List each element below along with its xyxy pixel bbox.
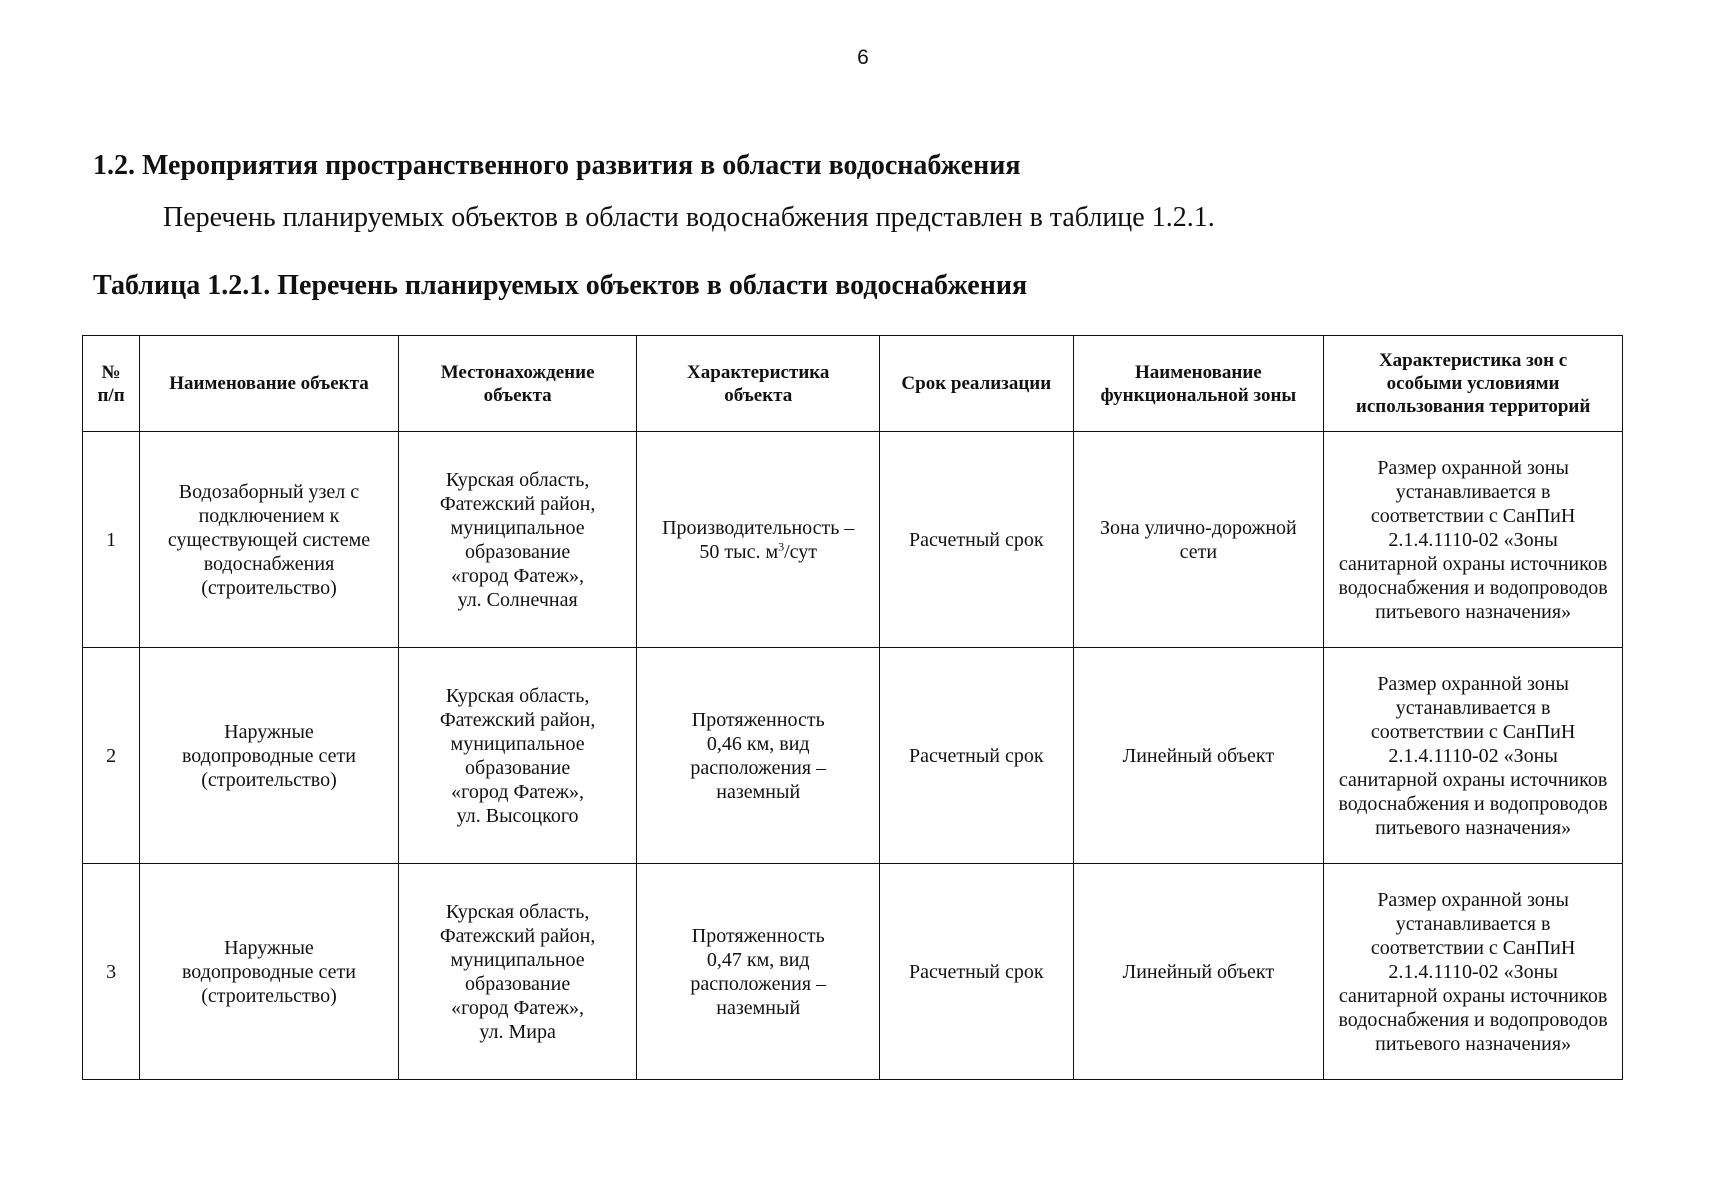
cell-location: Курская область, Фатежский район, муниципальное образование «город Фатеж», ул. Высоцкого (398, 648, 637, 864)
section-heading: 1.2. Мероприятия пространственного развития в области водоснабжения (93, 150, 1021, 181)
cell-characteristic: Протяженность 0,46 км, вид расположения – наземный (637, 648, 880, 864)
cell-functional-zone: Линейный объект (1073, 648, 1324, 864)
header-object-name: Наименование объекта (140, 336, 399, 432)
table-row (83, 432, 1623, 648)
cell-term: Расчетный срок (880, 864, 1074, 1080)
header-number: № п/п (83, 336, 140, 432)
cell-special-zone: Размер охранной зоны устанавливается в соответствии с СанПиН 2.1.4.1110-02 «Зоны санитарной охраны источников водоснабжения и водопроводов питьевого назначения» (1324, 648, 1623, 864)
header-special-zone: Характеристика зон с особыми условиями использования территорий (1324, 336, 1623, 432)
cell-special-zone: Размер охранной зоны устанавливается в соответствии с СанПиН 2.1.4.1110-02 «Зоны санитарной охраны источников водоснабжения и водопроводов питьевого назначения» (1324, 864, 1623, 1080)
header-row (83, 336, 1623, 432)
cell-number: 1 (83, 432, 140, 648)
header-location: Местонахождение объекта (398, 336, 637, 432)
table-header (83, 336, 1623, 432)
page-number: 6 (857, 46, 869, 69)
cell-functional-zone: Линейный объект (1073, 864, 1324, 1080)
cell-object-name: Водозаборный узел с подключением к существующей системе водоснабжения (строительство) (140, 432, 399, 648)
planned-objects-table (82, 335, 1623, 1080)
cell-term: Расчетный срок (880, 648, 1074, 864)
cell-location: Курская область, Фатежский район, муниципальное образование «город Фатеж», ул. Солнечная (398, 432, 637, 648)
header-functional-zone: Наименование функциональной зоны (1073, 336, 1324, 432)
characteristic-unit: /сут (784, 540, 818, 563)
header-characteristic: Характеристика объекта (637, 336, 880, 432)
cell-functional-zone: Зона улично-дорожной сети (1073, 432, 1324, 648)
cell-object-name: Наружные водопроводные сети (строительство) (140, 648, 399, 864)
superscript-cubic: 3 (778, 538, 785, 553)
table-row (83, 648, 1623, 864)
intro-paragraph: Перечень планируемых объектов в области водоснабжения представлен в таблице 1.2.1. (163, 202, 1215, 233)
characteristic-text: Производительность – 50 тыс. м (662, 516, 855, 563)
cell-number: 3 (83, 864, 140, 1080)
header-term: Срок реализации (880, 336, 1074, 432)
table-body (83, 432, 1623, 1080)
table-row (83, 864, 1623, 1080)
cell-characteristic: Протяженность 0,47 км, вид расположения – наземный (637, 864, 880, 1080)
cell-term: Расчетный срок (880, 432, 1074, 648)
cell-special-zone: Размер охранной зоны устанавливается в соответствии с СанПиН 2.1.4.1110-02 «Зоны санитарной охраны источников водоснабжения и водопроводов питьевого назначения» (1324, 432, 1623, 648)
cell-characteristic (637, 432, 880, 648)
table-caption: Таблица 1.2.1. Перечень планируемых объектов в области водоснабжения (93, 270, 1028, 301)
cell-location: Курская область, Фатежский район, муниципальное образование «город Фатеж», ул. Мира (398, 864, 637, 1080)
cell-number: 2 (83, 648, 140, 864)
cell-object-name: Наружные водопроводные сети (строительство) (140, 864, 399, 1080)
